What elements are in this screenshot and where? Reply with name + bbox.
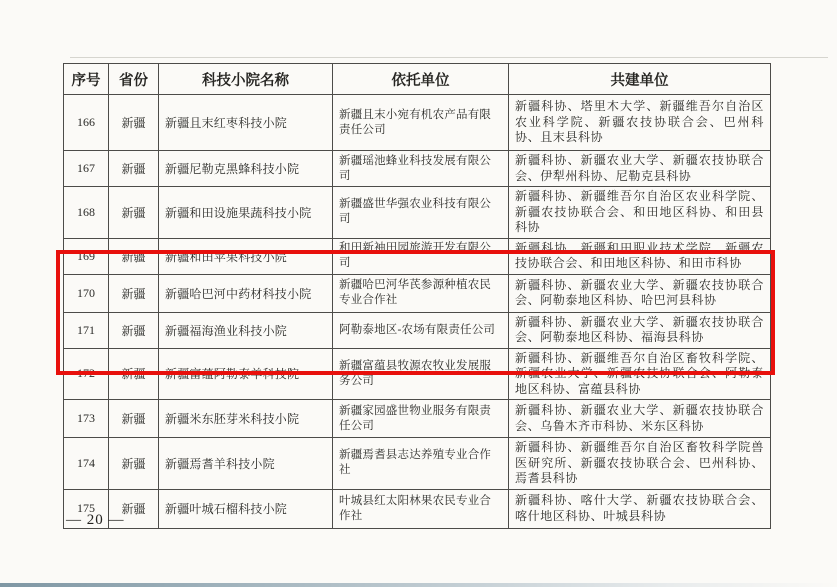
cell-province: 新疆 [109, 348, 159, 400]
table-header-row [64, 64, 771, 95]
cell-academy-name: 新疆且末红枣科技小院 [159, 95, 333, 151]
cell-serial-number: 170 [64, 274, 109, 312]
table-row [64, 238, 771, 274]
cell-cobuilding-units: 新疆科协、新疆维吾尔自治区农业科学院、新疆农技协联合会、和田地区科协、和田县科协 [509, 187, 771, 239]
cell-supporting-unit: 新疆盛世华强农业科技有限公司 [333, 187, 509, 239]
cell-serial-number: 172 [64, 348, 109, 400]
cell-cobuilding-units: 新疆科协、喀什大学、新疆农技协联合会、喀什地区科协、叶城县科协 [509, 489, 771, 528]
cell-supporting-unit: 新疆瑶池蜂业科技发展有限公司 [333, 151, 509, 187]
column-header: 依托单位 [333, 64, 509, 95]
cell-serial-number: 171 [64, 312, 109, 348]
cell-supporting-unit: 新疆家园盛世物业服务有限责任公司 [333, 400, 509, 438]
cell-province: 新疆 [109, 187, 159, 239]
cell-serial-number: 167 [64, 151, 109, 187]
cell-province: 新疆 [109, 238, 159, 274]
cell-cobuilding-units: 新疆科协、新疆农业大学、新疆农技协联合会、伊犁州科协、尼勒克县科协 [509, 151, 771, 187]
cell-academy-name: 新疆焉耆羊科技小院 [159, 438, 333, 490]
cell-province: 新疆 [109, 489, 159, 528]
scan-edge-strip [0, 583, 837, 587]
cell-cobuilding-units: 新疆科协、新疆维吾尔自治区畜牧科学院兽医研究所、新疆农技协联合会、巴州科协、焉耆县科协 [509, 438, 771, 490]
cell-supporting-unit: 叶城县红太阳林果农民专业合作社 [333, 489, 509, 528]
cell-serial-number: 175 [64, 489, 109, 528]
table-row [64, 274, 771, 312]
cell-province: 新疆 [109, 95, 159, 151]
table-row [64, 348, 771, 400]
cell-academy-name: 新疆富蕴阿勒泰羊科技院 [159, 348, 333, 400]
cell-supporting-unit: 阿勒泰地区-农场有限责任公司 [333, 312, 509, 348]
cell-supporting-unit: 新疆富蕴县牧源农牧业发展服务公司 [333, 348, 509, 400]
cell-academy-name: 新疆叶城石榴科技小院 [159, 489, 333, 528]
cell-cobuilding-units: 新疆科协、塔里木大学、新疆维吾尔自治区农业科学院、新疆农技协联合会、巴州科协、且末县科协 [509, 95, 771, 151]
cell-academy-name: 新疆和田苹果科技小院 [159, 238, 333, 274]
cell-cobuilding-units: 新疆科协、新疆农业大学、新疆农技协联合会、乌鲁木齐市科协、米东区科协 [509, 400, 771, 438]
scan-artifact-line [70, 57, 828, 58]
cell-supporting-unit: 和田新袖田园旅游开发有限公司 [333, 238, 509, 274]
cell-academy-name: 新疆米东胚芽米科技小院 [159, 400, 333, 438]
cell-province: 新疆 [109, 312, 159, 348]
cell-cobuilding-units: 新疆科协、新疆农业大学、新疆农技协联合会、阿勒泰地区科协、福海县科协 [509, 312, 771, 348]
cell-cobuilding-units: 新疆科协、新疆农业大学、新疆农技协联合会、阿勒泰地区科协、哈巴河县科协 [509, 274, 771, 312]
cell-academy-name: 新疆和田设施果蔬科技小院 [159, 187, 333, 239]
table-row [64, 187, 771, 239]
cell-academy-name: 新疆福海渔业科技小院 [159, 312, 333, 348]
table-row [64, 151, 771, 187]
cell-province: 新疆 [109, 438, 159, 490]
cell-cobuilding-units: 新疆科协、新疆和田职业技术学院、新疆农技协联合会、和田地区科协、和田市科协 [509, 238, 771, 274]
cell-serial-number: 166 [64, 95, 109, 151]
cell-cobuilding-units: 新疆科协、新疆维吾尔自治区畜牧科学院、新疆农业大学、新疆农技协联合会、阿勒泰地区科协、富蕴县科协 [509, 348, 771, 400]
column-header: 共建单位 [509, 64, 771, 95]
table-row [64, 489, 771, 528]
cell-province: 新疆 [109, 151, 159, 187]
table-container [63, 63, 771, 529]
cell-supporting-unit: 新疆哈巴河华芪参源种植农民专业合作社 [333, 274, 509, 312]
table-row [64, 438, 771, 490]
cell-supporting-unit: 新疆焉耆县志达养殖专业合作社 [333, 438, 509, 490]
page-number: — 20 — [66, 512, 125, 528]
column-header: 序号 [64, 64, 109, 95]
cell-serial-number: 174 [64, 438, 109, 490]
column-header: 省份 [109, 64, 159, 95]
cell-province: 新疆 [109, 274, 159, 312]
table-row [64, 400, 771, 438]
cell-serial-number: 168 [64, 187, 109, 239]
table-row [64, 312, 771, 348]
column-header: 科技小院名称 [159, 64, 333, 95]
table-row [64, 95, 771, 151]
cell-academy-name: 新疆尼勒克黑蜂科技小院 [159, 151, 333, 187]
cell-serial-number: 169 [64, 238, 109, 274]
cell-province: 新疆 [109, 400, 159, 438]
roster-table [63, 63, 771, 529]
cell-supporting-unit: 新疆且末小宛有机农产品有限责任公司 [333, 95, 509, 151]
cell-serial-number: 173 [64, 400, 109, 438]
cell-academy-name: 新疆哈巴河中药材科技小院 [159, 274, 333, 312]
